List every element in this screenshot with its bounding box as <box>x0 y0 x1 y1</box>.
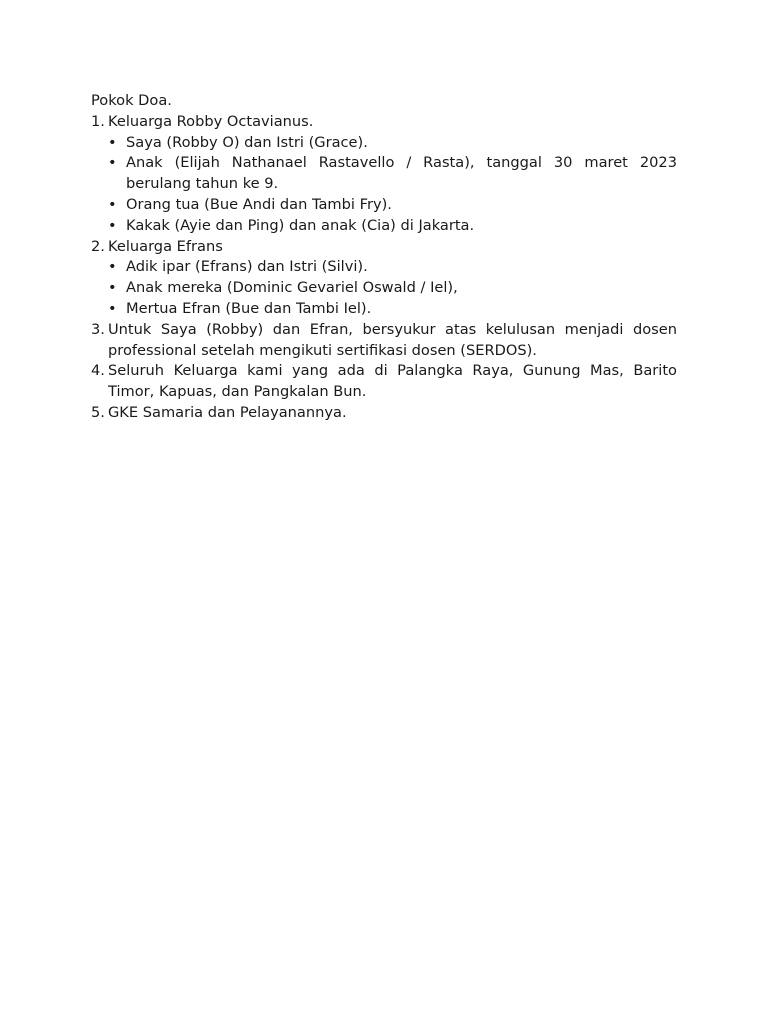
sub-list-item <box>108 153 677 195</box>
bullet-icon: • <box>108 154 117 172</box>
list-item-text: Seluruh Keluarga kami yang ada di Palangka Raya, Gunung Mas, Barito Timor, Kapuas, dan Pangkalan Bun. <box>108 362 677 401</box>
bullet-icon: • <box>108 279 117 297</box>
document-title: Pokok Doa. <box>91 92 172 109</box>
bullet-icon: • <box>108 299 117 317</box>
sub-list-item-text: Anak mereka (Dominic Gevariel Oswald / Iel), <box>126 279 458 297</box>
sub-list <box>108 257 677 319</box>
document-page <box>91 91 677 424</box>
list-item <box>91 112 677 237</box>
bullet-icon: • <box>108 133 117 151</box>
list-item <box>91 403 677 424</box>
prayer-list <box>91 112 677 424</box>
list-item <box>91 237 677 320</box>
list-number: 3. <box>91 320 105 338</box>
sub-list <box>108 133 677 237</box>
sub-list-item-text: Anak (Elijah Nathanael Rastavello / Rasta), tanggal 30 maret 2023 berulang tahun ke 9. <box>126 154 677 193</box>
sub-list-item <box>108 216 677 237</box>
list-item <box>91 320 677 362</box>
list-item-text: GKE Samaria dan Pelayanannya. <box>108 403 347 421</box>
sub-list-item-text: Saya (Robby O) dan Istri (Grace). <box>126 133 368 151</box>
list-item-text: Keluarga Efrans <box>108 237 223 255</box>
sub-list-item <box>108 195 677 216</box>
bullet-icon: • <box>108 216 117 234</box>
list-number: 4. <box>91 362 105 380</box>
sub-list-item <box>108 299 677 320</box>
sub-list-item-text: Kakak (Ayie dan Ping) dan anak (Cia) di Jakarta. <box>126 216 475 234</box>
bullet-icon: • <box>108 258 117 276</box>
list-number: 5. <box>91 403 105 421</box>
bullet-icon: • <box>108 195 117 213</box>
sub-list-item-text: Adik ipar (Efrans) dan Istri (Silvi). <box>126 258 368 276</box>
sub-list-item-text: Mertua Efran (Bue dan Tambi Iel). <box>126 299 372 317</box>
list-item <box>91 361 677 403</box>
sub-list-item <box>108 278 677 299</box>
sub-list-item-text: Orang tua (Bue Andi dan Tambi Fry). <box>126 195 392 213</box>
list-item-text: Untuk Saya (Robby) dan Efran, bersyukur atas kelulusan menjadi dosen professional setelah mengikuti sertifikasi dosen (SERDOS). <box>108 320 677 359</box>
list-number: 1. <box>91 112 105 130</box>
list-item-text: Keluarga Robby Octavianus. <box>108 112 314 130</box>
sub-list-item <box>108 133 677 154</box>
list-number: 2. <box>91 237 105 255</box>
sub-list-item <box>108 257 677 278</box>
